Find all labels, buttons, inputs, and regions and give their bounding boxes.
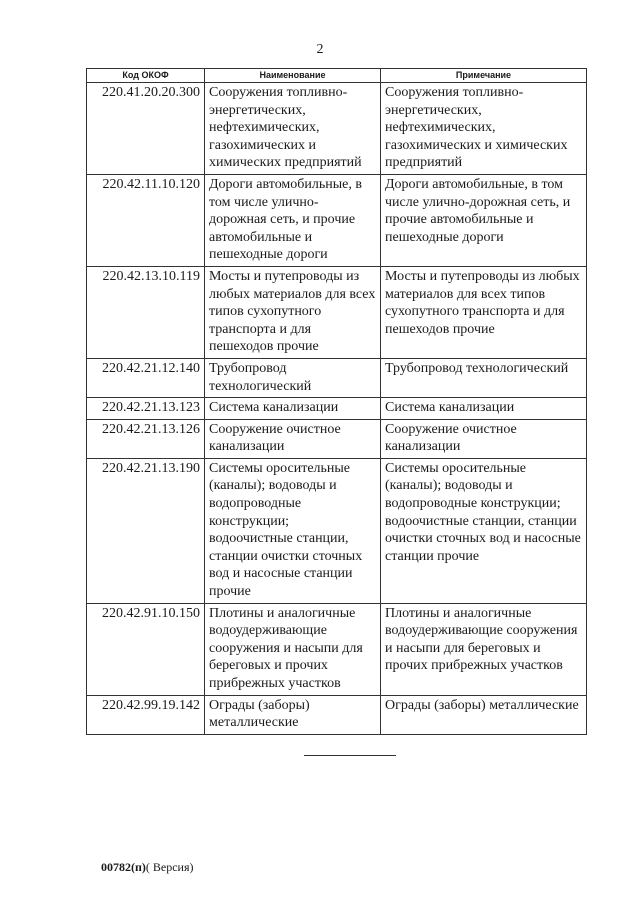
row-note: Плотины и аналогичные водоудерживающие сооружения и насыпи для береговых и прочих прибрежных участков — [381, 603, 587, 695]
row-code: 220.42.21.13.190 — [87, 458, 205, 603]
row-note: Мосты и путепроводы из любых материалов для всех типов сухопутного транспорта и для пешеходов прочие — [381, 266, 587, 358]
table-row — [87, 174, 587, 266]
table-row — [87, 398, 587, 420]
footer-version: ( Версия) — [145, 860, 194, 874]
row-code: 220.42.21.12.140 — [87, 358, 205, 397]
table-row — [87, 603, 587, 695]
table-row — [87, 458, 587, 603]
footer-doc-code: 00782(п) — [101, 860, 146, 874]
row-name: Мосты и путепроводы из любых материалов для всех типов сухопутного транспорта и для пешеходов прочие — [205, 266, 381, 358]
row-note: Ограды (заборы) металлические — [381, 695, 587, 734]
row-name: Система канализации — [205, 398, 381, 420]
row-note: Дороги автомобильные, в том числе улично-дорожная сеть, и прочие автомобильные и пешеходные дороги — [381, 174, 587, 266]
row-code: 220.42.91.10.150 — [87, 603, 205, 695]
table-header-row — [87, 69, 587, 83]
row-name: Дороги автомобильные, в том числе улично-дорожная сеть, и прочие автомобильные и пешеходные дороги — [205, 174, 381, 266]
table-row — [87, 695, 587, 734]
header-note: Примечание — [381, 69, 587, 83]
row-note: Трубопровод технологический — [381, 358, 587, 397]
row-note: Сооружение очистное канализации — [381, 419, 587, 458]
row-name: Сооружение очистное канализации — [205, 419, 381, 458]
row-name: Ограды (заборы) металлические — [205, 695, 381, 734]
row-code: 220.42.99.19.142 — [87, 695, 205, 734]
table-row — [87, 266, 587, 358]
row-code: 220.41.20.20.300 — [87, 83, 205, 175]
table-row — [87, 83, 587, 175]
row-name: Трубопровод технологический — [205, 358, 381, 397]
row-code: 220.42.21.13.126 — [87, 419, 205, 458]
row-note: Системы оросительные (каналы); водоводы и водопроводные конструкции; водоочистные станции, станции очистки сточных вод и насосные станции прочие — [381, 458, 587, 603]
header-name: Наименование — [205, 69, 381, 83]
separator-line — [304, 755, 396, 756]
row-code: 220.42.13.10.119 — [87, 266, 205, 358]
page-number: 2 — [316, 42, 324, 57]
okof-table — [86, 68, 587, 735]
footer — [101, 860, 194, 875]
row-code: 220.42.11.10.120 — [87, 174, 205, 266]
row-name: Сооружения топливно-энергетических, нефтехимических, газохимических и химических предприятий — [205, 83, 381, 175]
row-note: Система канализации — [381, 398, 587, 420]
table-row — [87, 358, 587, 397]
header-code: Код ОКОФ — [87, 69, 205, 83]
table-row — [87, 419, 587, 458]
row-code: 220.42.21.13.123 — [87, 398, 205, 420]
row-name: Плотины и аналогичные водоудерживающие сооружения и насыпи для береговых и прочих прибрежных участков — [205, 603, 381, 695]
row-name: Системы оросительные (каналы); водоводы и водопроводные конструкции; водоочистные станции, станции очистки сточных вод и насосные станции прочие — [205, 458, 381, 603]
row-note: Сооружения топливно-энергетических, нефтехимических, газохимических и химических предприятий — [381, 83, 587, 175]
